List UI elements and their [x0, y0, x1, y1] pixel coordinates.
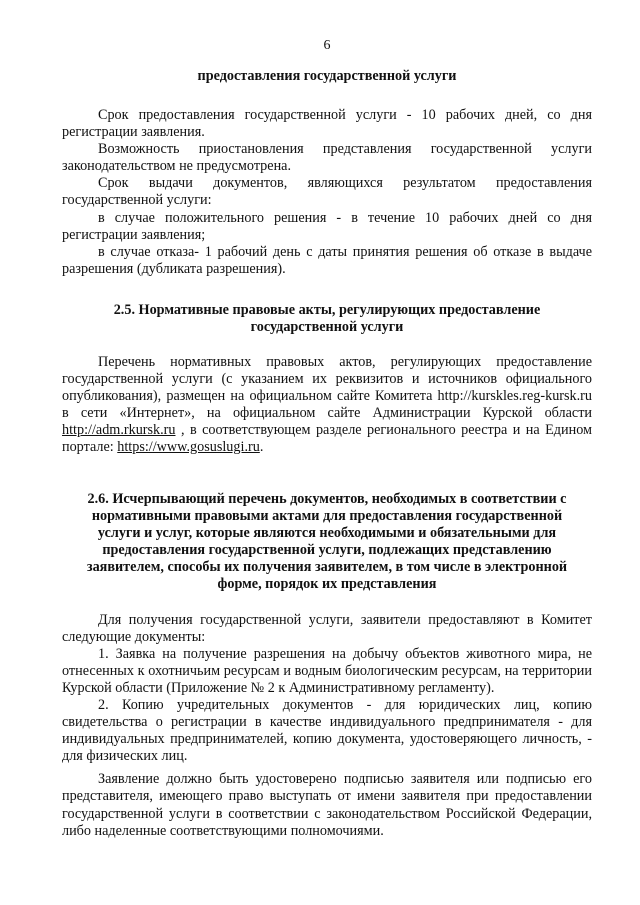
document-page: [62, 38, 592, 840]
page-number: 6: [323, 38, 331, 53]
section-2-6-title-line1: 2.6. Исчерпывающий перечень документов, необходимых в соответствии с: [87, 490, 567, 507]
section-2-6-title-line5: заявителем, способы их получения заявителем, в том числе в электронной: [86, 558, 568, 575]
paragraph-signature-requirement: Заявление должно быть удостоверено подписью заявителя или подписью его представителя, имеющего право выступать от имени заявителя при предоставлении государственной услуги в соответствии с законодательством Российской Федерации, либо наделенные соответствующими полномочиями.: [62, 771, 592, 839]
paragraph-issuance-term: Срок выдачи документов, являющихся результатом предоставления государственной услуги:: [62, 175, 592, 209]
section-2-5-title-line1: 2.5. Нормативные правовые акты, регулирующих предоставление: [113, 301, 541, 318]
section-2-6-title-line4: предоставления государственной услуги, подлежащих представлению: [102, 541, 552, 558]
paragraph-suspension: Возможность приостановления представления государственной услуги законодательством не предусмотрена.: [62, 141, 592, 175]
paragraph-positive-decision: в случае положительного решения - в течение 10 рабочих дней со дня регистрации заявления;: [62, 209, 592, 243]
section-2-6-title-line3: услуги и услуг, которые являются необходимыми и обязательными для: [97, 524, 557, 541]
paragraph-document-item-2: 2. Копию учредительных документов - для юридических лиц, копию свидетельства о регистрации в качестве индивидуального предпринимателя - для индивидуальных предпринимателей, копию документа, удостоверяющего личность, - для физических лиц.: [62, 696, 592, 765]
section-2-6-title-line2: нормативными правовыми актами для предоставления государственной: [91, 507, 563, 524]
link-adm-rkursk[interactable]: http://adm.rkursk.ru: [62, 422, 176, 439]
paragraph-normative-acts: [62, 354, 592, 457]
section-2-6-title-line6: форме, порядок их представления: [217, 575, 437, 592]
paragraph-refusal: в случае отказа- 1 рабочий день с даты принятия решения об отказе в выдаче разрешения (дубликата разрешения).: [62, 243, 592, 277]
paragraph-documents-intro: Для получения государственной услуги, заявители предоставляют в Комитет следующие документы:: [62, 611, 592, 645]
link-gosuslugi[interactable]: https://www.gosuslugi.ru: [117, 439, 260, 456]
normative-acts-text-start: Перечень нормативных правовых актов, регулирующих предоставление государственной услуги (с указанием их реквизитов и источников официального опубликования), размещен на официальном сайте Комитета http://kurskles.reg-kursk.ru в сети «Интернет», на официальном сайте Администрации Курской области: [62, 353, 592, 422]
normative-acts-text-end: .: [259, 439, 264, 456]
normative-acts-text-mid: , в соответствующем разделе регионального реестра и на Едином портале:: [62, 422, 592, 456]
continued-heading: предоставления государственной услуги: [197, 68, 457, 84]
paragraph-document-item-1: 1. Заявка на получение разрешения на добычу объектов животного мира, не отнесенных к охотничьим ресурсам и водным биологическим ресурсам, на территории Курской области (Приложение № 2 к Административному регламенту).: [62, 645, 592, 696]
paragraph-service-term: Срок предоставления государственной услуги - 10 рабочих дней, со дня регистрации заявления.: [62, 107, 592, 141]
section-2-5-title-line2: государственной услуги: [250, 318, 404, 335]
